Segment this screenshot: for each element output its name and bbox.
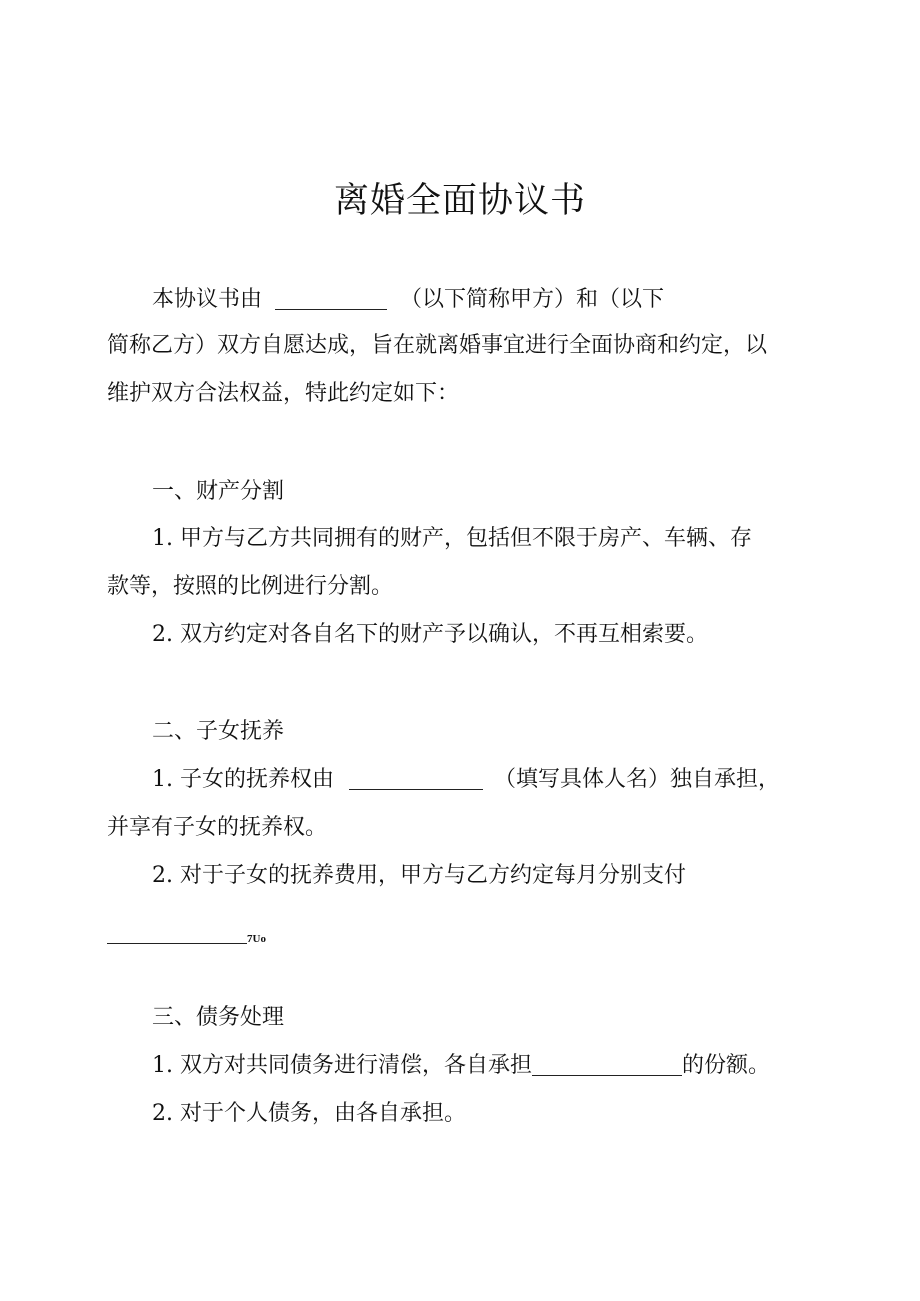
intro-line-1-prefix: 本协议书由 xyxy=(152,287,263,312)
section-1-heading: 一、财产分割 xyxy=(152,479,285,504)
section-1-item-2: 2. 双方约定对各自名下的财产予以确认，不再互相索要。 xyxy=(152,622,708,647)
document-title: 离婚全面协议书 xyxy=(333,181,586,221)
intro-line-2: 简称乙方）双方自愿达成，旨在就离婚事宜进行全面协商和约定，以 xyxy=(107,333,768,358)
section-1-item-1-line-2: 款等，按照的比例进行分割。 xyxy=(107,574,394,599)
intro-line-3: 维护双方合法权益，特此约定如下： xyxy=(107,381,460,406)
intro-line-1 xyxy=(152,282,664,318)
section-2-item-1-line-2: 并享有子女的抚养权。 xyxy=(107,815,328,840)
section-2-item-1-line-1 xyxy=(152,762,780,798)
intro-line-1-suffix: （以下简称甲方）和（以下 xyxy=(400,287,665,312)
section-2-item-2-line-2 xyxy=(107,918,266,957)
section-2-item-1-suffix: （填写具体人名）独自承担， xyxy=(493,767,780,792)
section-1-item-1-line-1: 1. 甲方与乙方共同拥有的财产，包括但不限于房产、车辆、存 xyxy=(152,526,752,551)
section-3-item-2: 2. 对于个人债务，由各自承担。 xyxy=(152,1101,466,1126)
section-2-item-2-line-2-suffix: 7Uo xyxy=(247,933,266,945)
section-2-item-1-prefix: 1. 子女的抚养权由 xyxy=(152,767,334,792)
debt-share-blank xyxy=(532,1051,682,1076)
party-a-blank xyxy=(275,285,387,310)
support-amount-blank xyxy=(107,927,247,944)
section-3-heading: 三、债务处理 xyxy=(152,1005,285,1030)
section-3-item-1-suffix: 的份额。 xyxy=(682,1053,771,1078)
section-3-item-1 xyxy=(152,1048,770,1084)
section-3-item-1-prefix: 1. 双方对共同债务进行清偿，各自承担 xyxy=(152,1053,532,1078)
section-2-heading: 二、子女抚养 xyxy=(152,719,285,744)
custodian-name-blank xyxy=(349,765,483,790)
section-2-item-2-line-1: 2. 对于子女的抚养费用，甲方与乙方约定每月分别支付 xyxy=(152,863,686,888)
